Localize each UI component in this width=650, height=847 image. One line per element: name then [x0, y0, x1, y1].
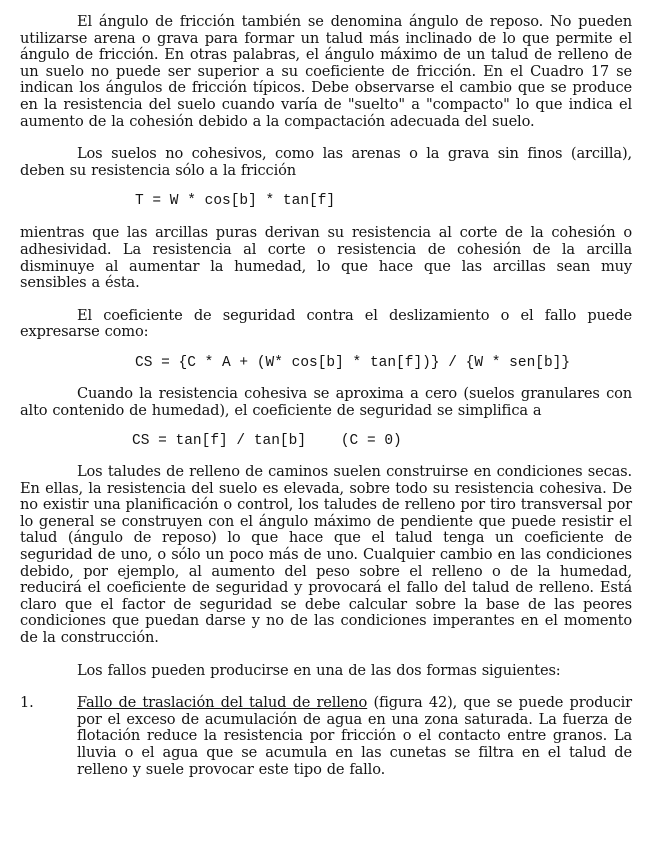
paragraph-fill-slopes: Los taludes de relleno de caminos suelen construirse en condiciones secas. En ellas, la resistencia del suelo es elevada, sobre todo su resistencia cohesiva. De no existir una planificación o control, los taludes de relleno por tiro transversal por lo general se construyen con el ángulo máximo de pendiente que puede resistir el talud (ángulo de reposo) lo que hace que el talud tenga un coeficiente de seguridad de uno, o sólo un poco más de uno. Cualquier cambio en las condiciones debido, por ejemplo, al aumento del peso sobre el relleno o de la humedad, reducirá el coeficiente de seguridad y provocará el fallo del talud de relleno. Está claro que el factor de seguridad se debe calcular sobre la base de las peores condiciones que puedan darse y no de las condiciones imperantes en el momento de la construcción.: [20, 463, 632, 647]
list-item-number: 1.: [20, 694, 34, 712]
paragraph-clay-cohesion: mientras que las arcillas puras derivan su resistencia al corte de la cohesión o adhesividad. La resistencia al corte o resistencia de cohesión de la arcilla disminuye al aumentar la humedad, lo que hace que las arcillas sean muy sensibles a ésta.: [20, 224, 632, 292]
paragraph-zero-cohesion: Cuando la resistencia cohesiva se aproxima a cero (suelos granulares con alto contenido de humedad), el coeficiente de seguridad se simplifica a: [20, 384, 632, 419]
list-item-translation-failure: [20, 695, 632, 778]
list-item-text: (figura 42), que se puede producir por el exceso de acumulación de agua en una zona saturada. La fuerza de flotación reduce la resistencia por fricción o el contacto entre granos. La lluvia o el agua que se acumula en las cunetas se filtra en el talud de relleno y suele provocar este tipo de fallo.: [77, 694, 632, 778]
list-item-title: Fallo de traslación del talud de relleno: [77, 694, 368, 712]
paragraph-failure-types-intro: Los fallos pueden producirse en una de las dos formas siguientes:: [77, 661, 561, 679]
formula-friction-resistance: T = W * cos[b] * tan[f]: [135, 193, 336, 210]
formula-safety-coefficient: CS = {C * A + (W* cos[b] * tan[f])} / {W * sen[b]}: [135, 354, 571, 371]
paragraph-non-cohesive-soils: Los suelos no cohesivos, como las arenas o la grava sin finos (arcilla), deben su resistencia sólo a la fricción: [20, 145, 632, 179]
document-page: [20, 12, 632, 778]
paragraph-friction-angle: El ángulo de fricción también se denomina ángulo de reposo. No pueden utilizarse arena o grava para formar un talud más inclinado de lo que permite el ángulo de fricción. En otras palabras, el ángulo máximo de un talud de relleno de un suelo no puede ser superior a su coeficiente de fricción. En el Cuadro 17 se indican los ángulos de fricción típicos. Debe observarse el cambio que se produce en la resistencia del suelo cuando varía de "suelto" a "compacto" lo que indica el aumento de la cohesión debido a la compactación adecuada del suelo.: [20, 13, 632, 130]
formula-simplified-safety-coefficient: CS = tan[f] / tan[b] (C = 0): [132, 433, 402, 450]
paragraph-safety-coefficient: El coeficiente de seguridad contra el deslizamiento o el fallo puede expresarse como:: [20, 306, 632, 341]
